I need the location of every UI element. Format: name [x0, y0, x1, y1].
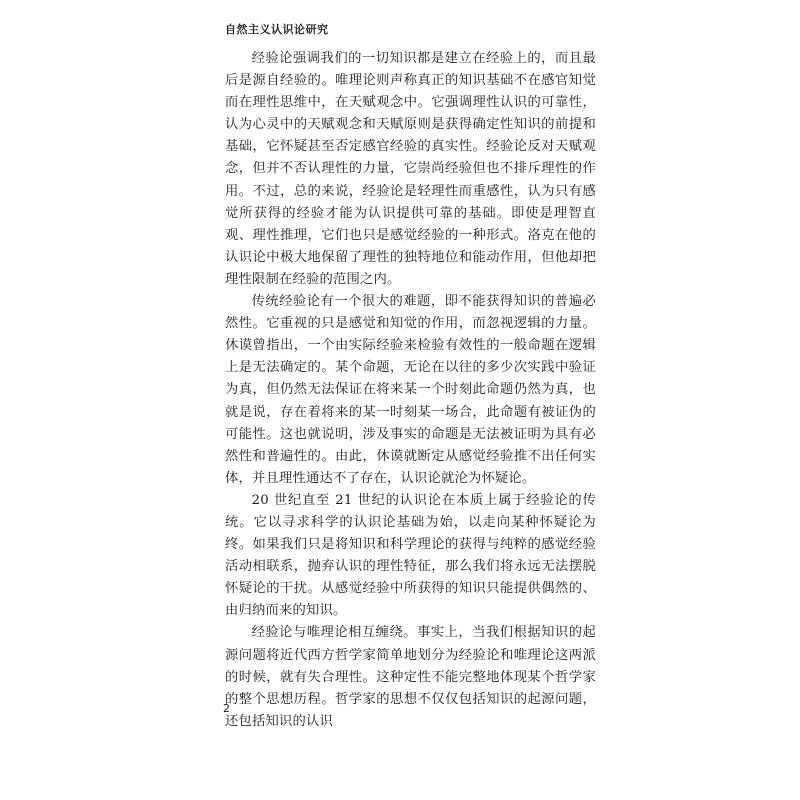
- paragraph-3: 20 世纪直至 21 世纪的认识论在本质上属于经验论的传统。它以寻求科学的认识论基础为始，以走向某种怀疑论为终。如果我们只是将知识和科学理论的获得与纯粹的感觉经验活动相联系，抛弃认识的理性特征，那么我们将永远无法摆脱怀疑论的干扰。从感觉经验中所获得的知识只能提供偶然的、由归纳而来的知识。: [225, 492, 596, 619]
- paragraph-4: 经验论与唯理论相互缠绕。事实上，当我们根据知识的起源问题将近代西方哲学家简单地划分为经验论和唯理论这两派的时候，就有失合理性。这种定性不能完整地体现某个哲学家的整个思想历程。哲学家的思想不仅仅包括知识的起源问题，还包括知识的认识: [225, 625, 596, 729]
- running-header: 自然主义认识论研究: [225, 23, 329, 36]
- paragraph-2: 传统经验论有一个很大的难题，即不能获得知识的普遍必然性。它重视的只是感觉和知觉的作用，而忽视逻辑的力量。休谟曾指出，一个由实际经验来检验有效性的一般命题在逻辑上是无法确定的。某个命题，无论在以往的多少次实践中验证为真，但仍然无法保证在将来某一个时刻此命题仍然为真，也就是说，存在着将来的某一时刻某一场合，此命题有被证伪的可能性。这也就说明，涉及事实的命题是无法被证明为具有必然性和普遍性的。由此，休谟就断定从感觉经验推不出任何实体，并且理性通达不了存在，认识论就沦为怀疑论。: [225, 294, 596, 486]
- page-number: 2: [223, 702, 230, 715]
- page-body: [225, 48, 596, 733]
- paragraph-1: 经验论强调我们的一切知识都是建立在经验上的，而且最后是源自经验的。唯理论则声称真正的知识基础不在感官知觉而在理性思维中，在天赋观念中。它强调理性认识的可靠性，认为心灵中的天赋观念和天赋原则是获得确定性知识的前提和基础，它怀疑甚至否定感官经验的真实性。经验论反对天赋观念，但并不否认理性的力量，它崇尚经验但也不排斥理性的作用。不过，总的来说，经验论是轻理性而重感性，认为只有感觉所获得的经验才能为认识提供可靠的基础。即使是理智直观、理性推理，它们也只是感觉经验的一种形式。洛克在他的认识论中极大地保留了理性的独特地位和能动作用，但他却把理性限制在经验的范围之内。: [225, 51, 596, 287]
